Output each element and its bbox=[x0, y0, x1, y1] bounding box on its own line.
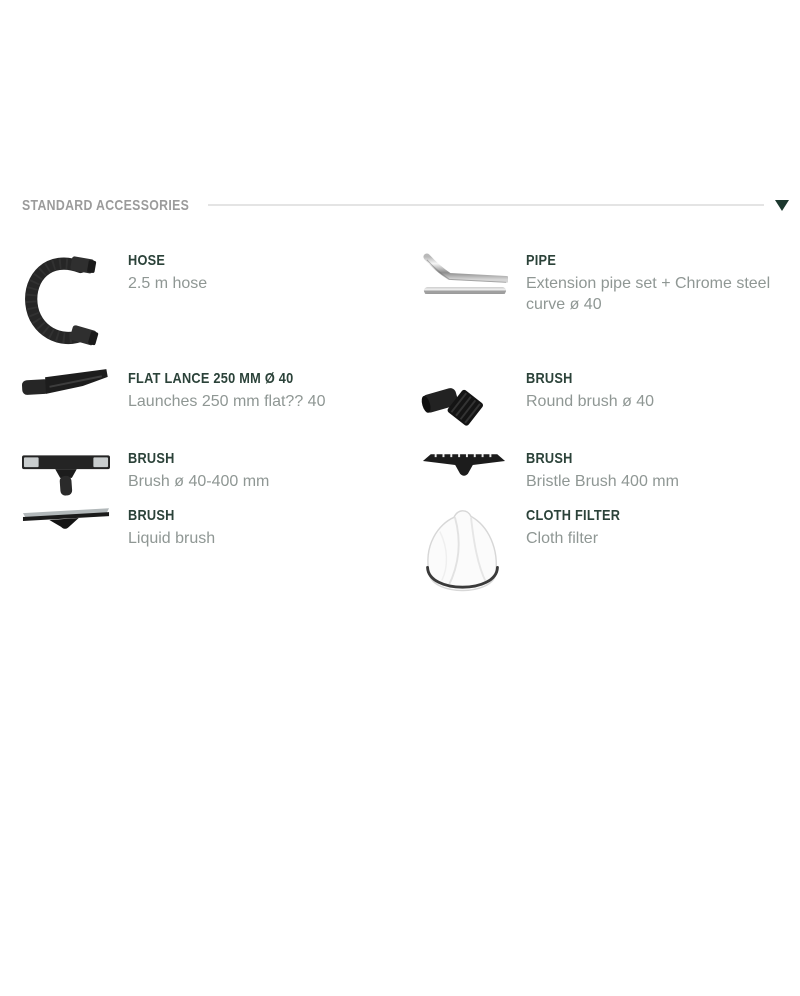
coiled-hose-image bbox=[22, 251, 110, 349]
accessory-item-round-brush bbox=[420, 369, 790, 449]
accessory-title: HOSE bbox=[128, 252, 166, 269]
accessories-grid bbox=[22, 251, 790, 608]
liquid-brush-image bbox=[22, 506, 110, 532]
accessory-item-bristle-brush bbox=[420, 449, 790, 506]
accessory-item-cloth-filter bbox=[420, 506, 790, 608]
accessory-description: Liquid brush bbox=[128, 530, 216, 547]
accessory-title: PIPE bbox=[526, 252, 557, 269]
header-divider bbox=[208, 204, 764, 206]
extension-pipe-set-image bbox=[420, 251, 508, 297]
accessory-title: BRUSH bbox=[526, 450, 573, 467]
accessory-title: BRUSH bbox=[128, 450, 175, 467]
section-title: STANDARD ACCESSORIES bbox=[22, 196, 190, 214]
accessory-description: Brush ø 40-400 mm bbox=[128, 473, 270, 490]
accessory-description: Cloth filter bbox=[526, 530, 599, 547]
accessory-title: BRUSH bbox=[526, 370, 573, 387]
cloth-filter-image bbox=[420, 506, 508, 608]
accessory-title: BRUSH bbox=[128, 507, 175, 524]
accessory-description: 2.5 m hose bbox=[128, 275, 208, 292]
triangle-down-icon bbox=[775, 200, 789, 211]
flat-lance-image bbox=[22, 369, 110, 399]
accessories-page bbox=[0, 196, 800, 996]
accessory-description: Round brush ø 40 bbox=[526, 393, 655, 410]
accessory-item-hose bbox=[22, 251, 420, 369]
accessory-description: Bristle Brush 400 mm bbox=[526, 473, 679, 490]
accessory-item-liquid-brush bbox=[22, 506, 420, 608]
bristle-brush-image bbox=[420, 449, 508, 477]
accessory-title: CLOTH FILTER bbox=[526, 507, 621, 524]
accessory-item-t-brush bbox=[22, 449, 420, 506]
accessory-description: Launches 250 mm flat?? 40 bbox=[128, 393, 326, 410]
accessory-description: Extension pipe set + Chrome steel curve ø 40 bbox=[526, 275, 771, 314]
standard-accessories-header bbox=[22, 196, 790, 214]
t-brush-image bbox=[22, 449, 110, 499]
accessory-title: FLAT LANCE 250 MM Ø 40 bbox=[128, 370, 294, 387]
accessory-item-flat-lance bbox=[22, 369, 420, 449]
accessory-item-pipe bbox=[420, 251, 790, 369]
round-brush-image bbox=[420, 369, 508, 431]
section-collapse-toggle[interactable] bbox=[774, 198, 790, 212]
